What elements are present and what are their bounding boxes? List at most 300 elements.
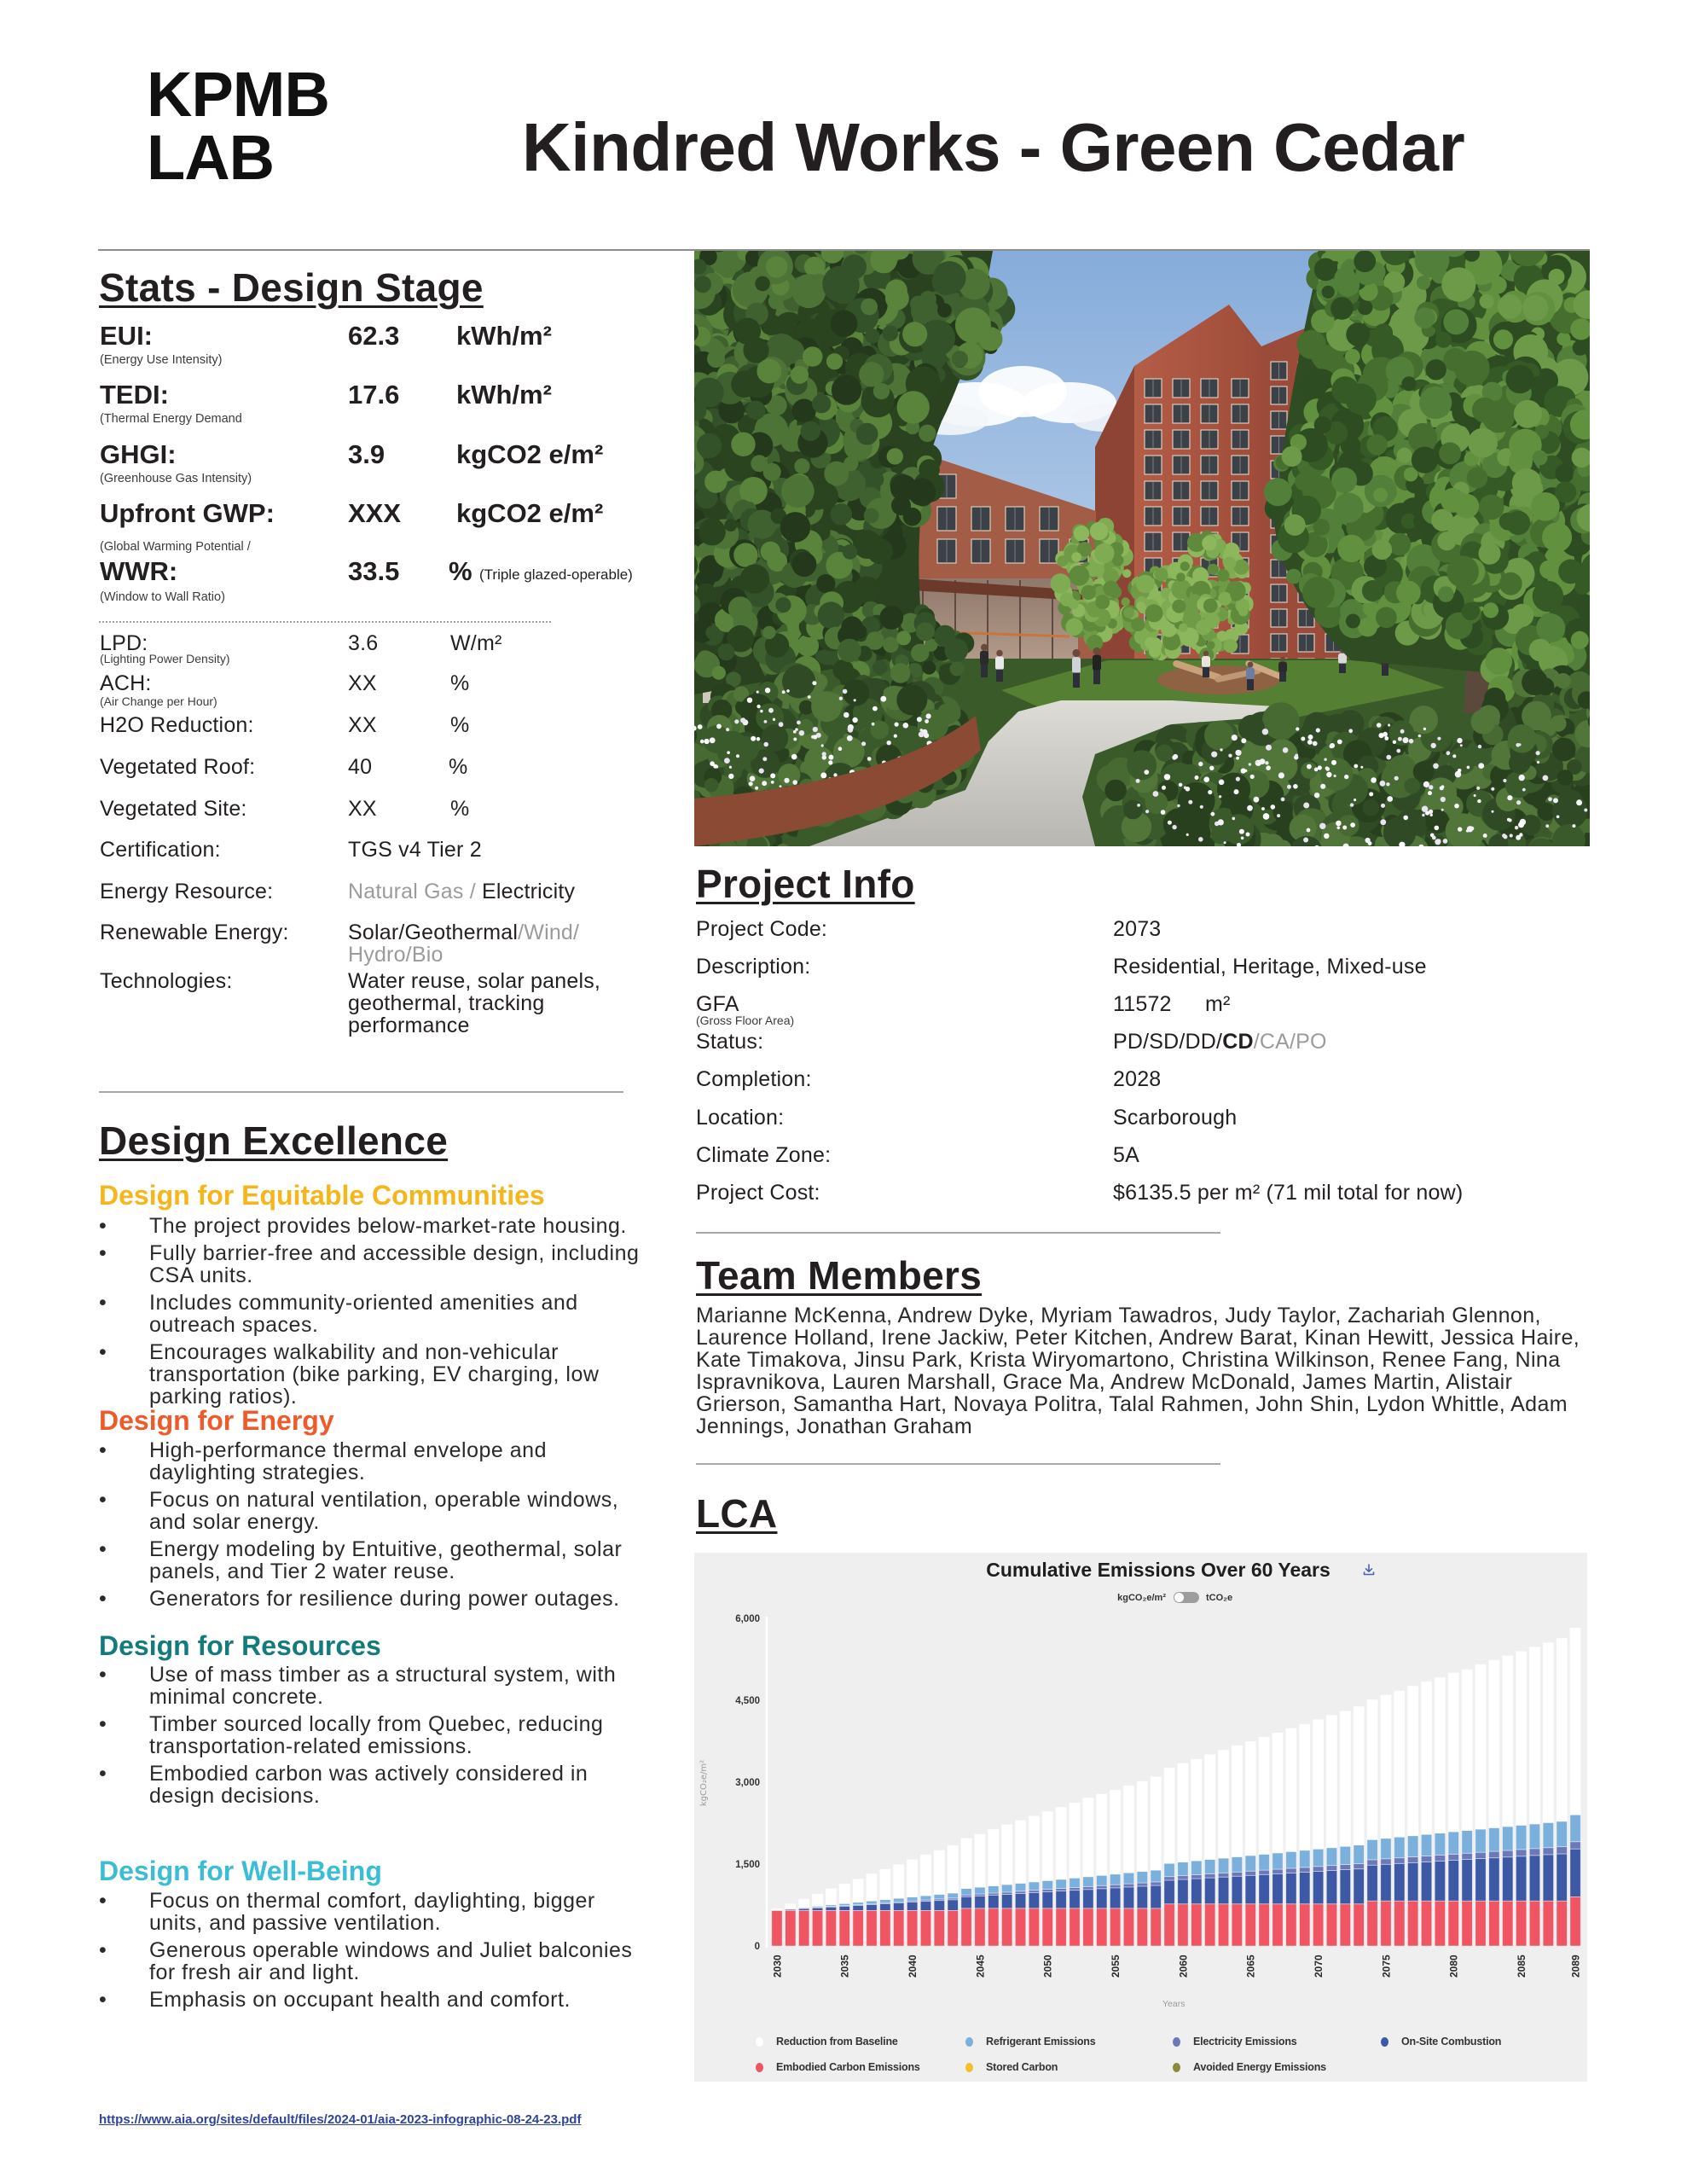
bar-on-site-combustion-2043 [948,1900,958,1911]
flower [740,717,745,723]
section-heading-equitable-communities: Design for Equitable Communities [99,1180,545,1211]
foliage [1555,464,1574,483]
y-tick-label: 0 [754,1942,760,1952]
stat-unit: kgCO2 e/m² [456,439,604,469]
flower [1477,799,1481,803]
person-legs [1279,672,1286,682]
flower [1483,834,1487,838]
bar-embodied-carbon-emissions-2040 [907,1910,917,1946]
bar-reduction-from-baseline-2044 [961,1838,971,1889]
bar-on-site-combustion-2034 [826,1907,836,1910]
shrub [1181,764,1200,783]
bar-reduction-from-baseline-2073 [1354,1706,1364,1844]
flower [1409,739,1414,744]
bar-embodied-carbon-emissions-2085 [1516,1901,1526,1946]
flower [1153,791,1159,797]
foliage [838,639,861,663]
foliage [694,276,711,293]
bar-reduction-from-baseline-2064 [1232,1745,1242,1856]
legend-dot [965,2063,973,2072]
section-heading-energy: Design for Energy [99,1405,334,1436]
flower [1519,833,1522,836]
bar-embodied-carbon-emissions-2030 [772,1910,782,1946]
list-item-text: Focus on natural ventilation, operable windows, and solar energy. [149,1488,619,1534]
foliage [1131,618,1145,631]
bar-reduction-from-baseline-2083 [1489,1660,1499,1828]
flower [820,772,826,778]
foliage [1373,488,1388,502]
flower [773,718,775,721]
bar-embodied-carbon-emissions-2044 [961,1908,971,1946]
flower [1236,757,1239,760]
bar-refrigerant-emissions-2086 [1529,1824,1539,1849]
foliage [1482,400,1515,433]
project-rendering [694,251,1590,846]
stat-label: Certification: [100,838,221,862]
bar-reduction-from-baseline-2075 [1381,1695,1391,1838]
bar-reduction-from-baseline-2040 [907,1860,917,1897]
foliage [1480,294,1494,309]
bar-on-site-combustion-2039 [894,1903,904,1911]
stat-label: Vegetated Roof: [100,755,256,779]
info-label: Description: [696,955,811,979]
bar-refrigerant-emissions-2053 [1083,1877,1093,1887]
flower [1433,764,1439,770]
flower [1381,804,1385,808]
bar-electricity-emissions-2076 [1394,1858,1405,1864]
bar-on-site-combustion-2074 [1367,1865,1377,1901]
flower [1307,740,1313,745]
person-body [1278,662,1287,673]
flower [1136,779,1140,783]
list-item-text: Focus on thermal comfort, daylighting, bigger units, and passive ventilation. [149,1889,595,1935]
bar-reduction-from-baseline-2070 [1313,1720,1323,1850]
bar-electricity-emissions-2077 [1407,1857,1417,1863]
list-item-text: Emphasis on occupant health and comfort. [149,1988,571,2012]
bar-embodied-carbon-emissions-2088 [1557,1901,1567,1946]
page-title: Kindred Works - Green Cedar [522,109,1465,185]
bar-refrigerant-emissions-2046 [988,1886,999,1893]
foliage [1145,604,1163,622]
flower [1261,807,1265,810]
foliage [1479,495,1504,520]
flower [852,717,857,723]
bar-embodied-carbon-emissions-2071 [1326,1904,1336,1946]
foliage [897,391,930,423]
x-tick-label: 2070 [1313,1955,1325,1978]
foliage [803,346,823,367]
foliage [697,584,716,603]
flower [750,775,756,781]
flower [791,754,797,760]
flower [1441,809,1444,811]
legend-dot [756,2037,763,2047]
bar-reduction-from-baseline-2047 [1001,1825,1012,1885]
bar-embodied-carbon-emissions-2046 [988,1908,999,1946]
flower [816,733,821,738]
stat-sublabel: (Global Warming Potential / [100,540,251,554]
list-item-text: The project provides below-market-rate housing. [149,1214,627,1238]
flower [1502,834,1506,838]
person-legs [996,670,1003,682]
foliage [1069,599,1079,609]
bar-electricity-emissions-2080 [1448,1854,1458,1860]
flower [729,766,732,769]
stat-value: 3.6 [348,631,379,655]
bar-on-site-combustion-2047 [1001,1894,1012,1908]
bar-refrigerant-emissions-2040 [907,1897,917,1901]
foliage [883,325,899,341]
flower [1400,729,1405,734]
bar-electricity-emissions-2071 [1326,1866,1336,1871]
bar-on-site-combustion-2056 [1123,1887,1133,1908]
foliage [1282,446,1302,467]
flower [1543,775,1549,781]
foliage [887,448,903,464]
bar-electricity-emissions-2052 [1070,1887,1080,1890]
bar-refrigerant-emissions-2037 [867,1901,877,1903]
list-item-text: Embodied carbon was actively considered in design decisions. [149,1762,588,1808]
bar-reduction-from-baseline-2067 [1272,1733,1283,1852]
bar-on-site-combustion-2050 [1042,1892,1052,1908]
foliage [1123,607,1134,619]
foliage [751,455,768,472]
flower [1303,838,1308,843]
foliage [1322,286,1335,299]
bar-on-site-combustion-2033 [812,1908,822,1910]
flower [1388,723,1390,726]
foliage [755,276,770,292]
bar-embodied-carbon-emissions-2060 [1178,1904,1188,1946]
bar-on-site-combustion-2040 [907,1902,917,1911]
team-divider [696,1463,1220,1465]
bar-on-site-combustion-2063 [1218,1877,1228,1904]
stat-sublabel: (Greenhouse Gas Intensity) [100,472,252,485]
foliage [1065,619,1082,636]
shrub [1204,721,1234,751]
flower [1365,838,1371,843]
team-members-list: Marianne McKenna, Andrew Dyke, Myriam Tawadros, Judy Taylor, Zachariah Glennon, Laurence Holland, Irene Jackiw, Peter Kitchen, Andrew Barat, Kinan Hewitt, Jessica Haire, Kate Timakova, Jinsu Park, Krista Wiryomartono, Christina Wilkinson, Renee Fang, Nina Ispravnikova, Lauren Marshall, Grace Ma, Andrew McDonald, James Martin, Alistair Grierson, Samantha Hart, Novaya Politra, Talal Rahmen, John Shin, Lydon Whittle, Adam Jennings, Jonathan Graham [696,1304,1580,1438]
flower [1235,750,1241,756]
foliage [1074,526,1089,541]
flower [1173,754,1178,759]
x-tick-label: 2035 [838,1955,851,1978]
bar-reduction-from-baseline-2082 [1475,1664,1486,1829]
bar-on-site-combustion-2084 [1503,1857,1513,1901]
bar-reduction-from-baseline-2051 [1056,1807,1066,1879]
foliage [934,625,956,648]
bar-on-site-combustion-2075 [1381,1864,1391,1901]
bar-embodied-carbon-emissions-2083 [1489,1901,1499,1946]
flower [1325,767,1330,771]
unit-toggle-right-label: tCO₂e [1206,1593,1233,1603]
bar-embodied-carbon-emissions-2075 [1381,1901,1391,1946]
bar-refrigerant-emissions-2084 [1503,1827,1513,1850]
stat-value: XXX [348,498,402,528]
foliage [952,351,968,367]
shrub [1262,702,1300,740]
foliage [1331,376,1359,404]
list-item-text: Generous operable windows and Juliet balconies for fresh air and light. [149,1938,633,1984]
flower [1308,735,1313,740]
foliage [1071,552,1081,562]
stat-label: LPD: [100,631,148,655]
list-item-text: Generators for resilience during power outages. [149,1587,620,1611]
flower [1348,729,1353,733]
foliage [1354,251,1376,272]
foliage [1414,308,1435,329]
bar-on-site-combustion-2080 [1448,1861,1458,1902]
bar-on-site-combustion-2089 [1570,1849,1580,1896]
flower [1478,745,1481,748]
flower [751,736,756,741]
flower [1492,810,1494,813]
bullet-icon: • [99,1663,107,1687]
energy-option-natural-gas: Natural Gas / [348,880,483,903]
foliage [1176,572,1186,582]
flower [919,732,925,738]
foliage [1468,428,1498,458]
flower [1247,805,1253,811]
foliage [1439,442,1461,464]
bar-electricity-emissions-2055 [1110,1885,1120,1888]
info-value: 2073 [1113,917,1162,941]
foliage [1401,376,1416,391]
bar-reduction-from-baseline-2030 [772,1908,782,1909]
x-tick-label: 2050 [1041,1955,1054,1978]
foliage [933,261,966,294]
bar-on-site-combustion-2085 [1516,1856,1526,1901]
y-tick-label: 6,000 [735,1614,760,1624]
info-label: Location: [696,1106,785,1130]
list-item [99,1439,648,1484]
foliage [1224,639,1238,653]
foliage [1217,569,1229,581]
bar-embodied-carbon-emissions-2055 [1110,1908,1120,1946]
stat-unit: kgCO2 e/m² [456,498,604,528]
bar-refrigerant-emissions-2044 [961,1889,971,1896]
foliage [1302,577,1335,609]
list-item [99,1341,648,1408]
flower [1241,738,1246,743]
foliage [694,378,724,408]
bar-refrigerant-emissions-2077 [1407,1836,1417,1857]
bar-embodied-carbon-emissions-2061 [1191,1904,1202,1946]
bar-refrigerant-emissions-2041 [920,1896,930,1900]
shrub [1223,814,1254,845]
bar-embodied-carbon-emissions-2054 [1097,1908,1107,1946]
bar-refrigerant-emissions-2081 [1462,1831,1472,1854]
x-tick-label: 2085 [1516,1955,1528,1978]
bar-reduction-from-baseline-2055 [1110,1790,1120,1873]
foliage [1090,522,1108,540]
stat-label: ACH: [100,671,152,695]
flower [1324,758,1326,761]
flower [1307,828,1311,833]
person-legs [1339,664,1346,673]
bar-embodied-carbon-emissions-2043 [948,1910,958,1946]
bar-refrigerant-emissions-2048 [1015,1883,1025,1891]
flower [1219,780,1225,786]
download-icon[interactable] [1363,1564,1375,1576]
flower [1369,792,1373,796]
bar-reduction-from-baseline-2059 [1164,1768,1174,1863]
bar-on-site-combustion-2042 [934,1901,944,1911]
foliage [1571,631,1589,649]
bar-on-site-combustion-2064 [1232,1876,1242,1904]
flower [872,706,878,712]
list-item [99,1489,648,1533]
foliage [1542,522,1572,552]
legend-item-avoided-energy-emissions [1173,2061,1377,2074]
bar-on-site-combustion-2035 [839,1906,849,1910]
x-tick-label: 2075 [1380,1955,1393,1978]
stat-value: XX [348,713,377,737]
info-row-project-cost [0,1181,1464,1205]
flower [770,709,774,712]
bar-refrigerant-emissions-2073 [1354,1845,1364,1864]
info-row-completion [0,1067,1162,1091]
info-row-status [0,1030,1327,1054]
flower [1429,785,1433,789]
foliage [717,643,734,660]
bar-on-site-combustion-2086 [1529,1856,1539,1901]
bar-electricity-emissions-2085 [1516,1850,1526,1856]
flower [1307,764,1312,770]
flower [1188,800,1192,804]
toggle-knob [1174,1593,1184,1602]
foliage [1205,613,1220,629]
resources-list [99,1664,648,1812]
flower [1344,775,1348,779]
flower [1474,794,1476,797]
flower [838,746,843,751]
bar-electricity-emissions-2083 [1489,1851,1499,1858]
flower [747,698,752,703]
foliage [867,471,884,488]
legend-label: Refrigerant Emissions [986,2036,1096,2048]
bar-refrigerant-emissions-2045 [975,1887,985,1894]
foliage [856,423,878,445]
flower [700,740,704,744]
bar-embodied-carbon-emissions-2065 [1245,1904,1255,1946]
bar-embodied-carbon-emissions-2051 [1056,1908,1066,1946]
foliage [1441,267,1475,301]
foliage [923,661,936,675]
flower [1262,729,1268,735]
shrub [1238,715,1265,741]
y-tick-label: 1,500 [735,1860,760,1870]
bar-reduction-from-baseline-2071 [1326,1716,1336,1848]
flower [1162,786,1166,790]
bar-embodied-carbon-emissions-2072 [1340,1904,1350,1946]
foliage [1051,573,1071,594]
energy-list [99,1439,648,1615]
bar-on-site-combustion-2048 [1015,1894,1025,1908]
flower [1145,810,1149,813]
flower [1236,777,1240,781]
bar-embodied-carbon-emissions-2089 [1570,1896,1580,1946]
stats-heading: Stats - Design Stage [99,265,484,310]
flower [1423,728,1426,730]
bar-embodied-carbon-emissions-2053 [1083,1908,1093,1946]
flower [1161,810,1166,815]
list-item-text: High-performance thermal envelope and daylighting strategies. [149,1438,547,1484]
flower [1334,775,1336,777]
bullet-icon: • [99,1214,107,1238]
energy-option-electricity: Electricity [482,880,576,903]
bar-reduction-from-baseline-2041 [920,1855,930,1896]
bar-electricity-emissions-2075 [1381,1859,1391,1864]
stat-label: TEDI: [100,380,169,410]
bar-on-site-combustion-2046 [988,1895,999,1908]
bar-refrigerant-emissions-2069 [1300,1850,1310,1867]
bar-reduction-from-baseline-2077 [1407,1686,1417,1835]
flower [1314,793,1319,798]
bar-reduction-from-baseline-2084 [1503,1656,1513,1827]
bar-electricity-emissions-2050 [1042,1890,1052,1892]
chart-title: Cumulative Emissions Over 60 Years [986,1559,1330,1581]
stat-value: TGS v4 Tier 2 [348,838,482,862]
foliage [1203,599,1218,613]
bullet-icon: • [99,1587,107,1611]
energy-resource-value [348,880,575,903]
stat-unit: kWh/m² [456,321,552,351]
bar-refrigerant-emissions-2061 [1191,1861,1202,1874]
foliage [902,322,927,346]
stat-value: 33.5 [348,556,400,586]
y-tick-label: 4,500 [735,1696,760,1706]
flower [1377,723,1382,728]
flower [1458,769,1461,772]
bar-refrigerant-emissions-2055 [1110,1874,1120,1885]
flower [1371,777,1377,783]
foliage [740,564,769,593]
flower [813,727,818,732]
flower [1314,768,1319,772]
bar-embodied-carbon-emissions-2056 [1123,1908,1133,1946]
bar-embodied-carbon-emissions-2031 [786,1910,796,1946]
source-link[interactable]: https://www.aia.org/sites/default/files/2024-01/aia-2023-infographic-08-24-23.pdf [99,2112,582,2127]
bar-embodied-carbon-emissions-2038 [880,1910,890,1946]
bar-reduction-from-baseline-2054 [1097,1794,1107,1875]
shrub [762,724,789,752]
bar-on-site-combustion-2059 [1164,1880,1174,1904]
bar-electricity-emissions-2054 [1097,1885,1107,1889]
unit-toggle-switch[interactable] [1174,1592,1199,1603]
chart-plot [694,1553,1587,2082]
bar-electricity-emissions-2058 [1151,1882,1161,1885]
foliage [919,459,940,480]
bar-refrigerant-emissions-2058 [1151,1870,1161,1882]
bar-refrigerant-emissions-2062 [1204,1860,1215,1874]
bar-embodied-carbon-emissions-2076 [1394,1901,1405,1946]
well-being-list [99,1890,648,2016]
list-item [99,1713,648,1757]
bar-on-site-combustion-2066 [1259,1874,1269,1903]
bar-electricity-emissions-2061 [1191,1875,1202,1879]
flower [770,773,775,778]
flower [1342,826,1347,830]
flower [847,735,853,741]
bar-electricity-emissions-2070 [1313,1867,1323,1872]
foliage [1358,618,1377,637]
flower [1557,816,1560,819]
shrub [896,685,927,716]
person-head [996,650,1003,657]
bar-refrigerant-emissions-2083 [1489,1828,1499,1852]
list-item-text: Use of mass timber as a structural system, with minimal concrete. [149,1663,617,1709]
